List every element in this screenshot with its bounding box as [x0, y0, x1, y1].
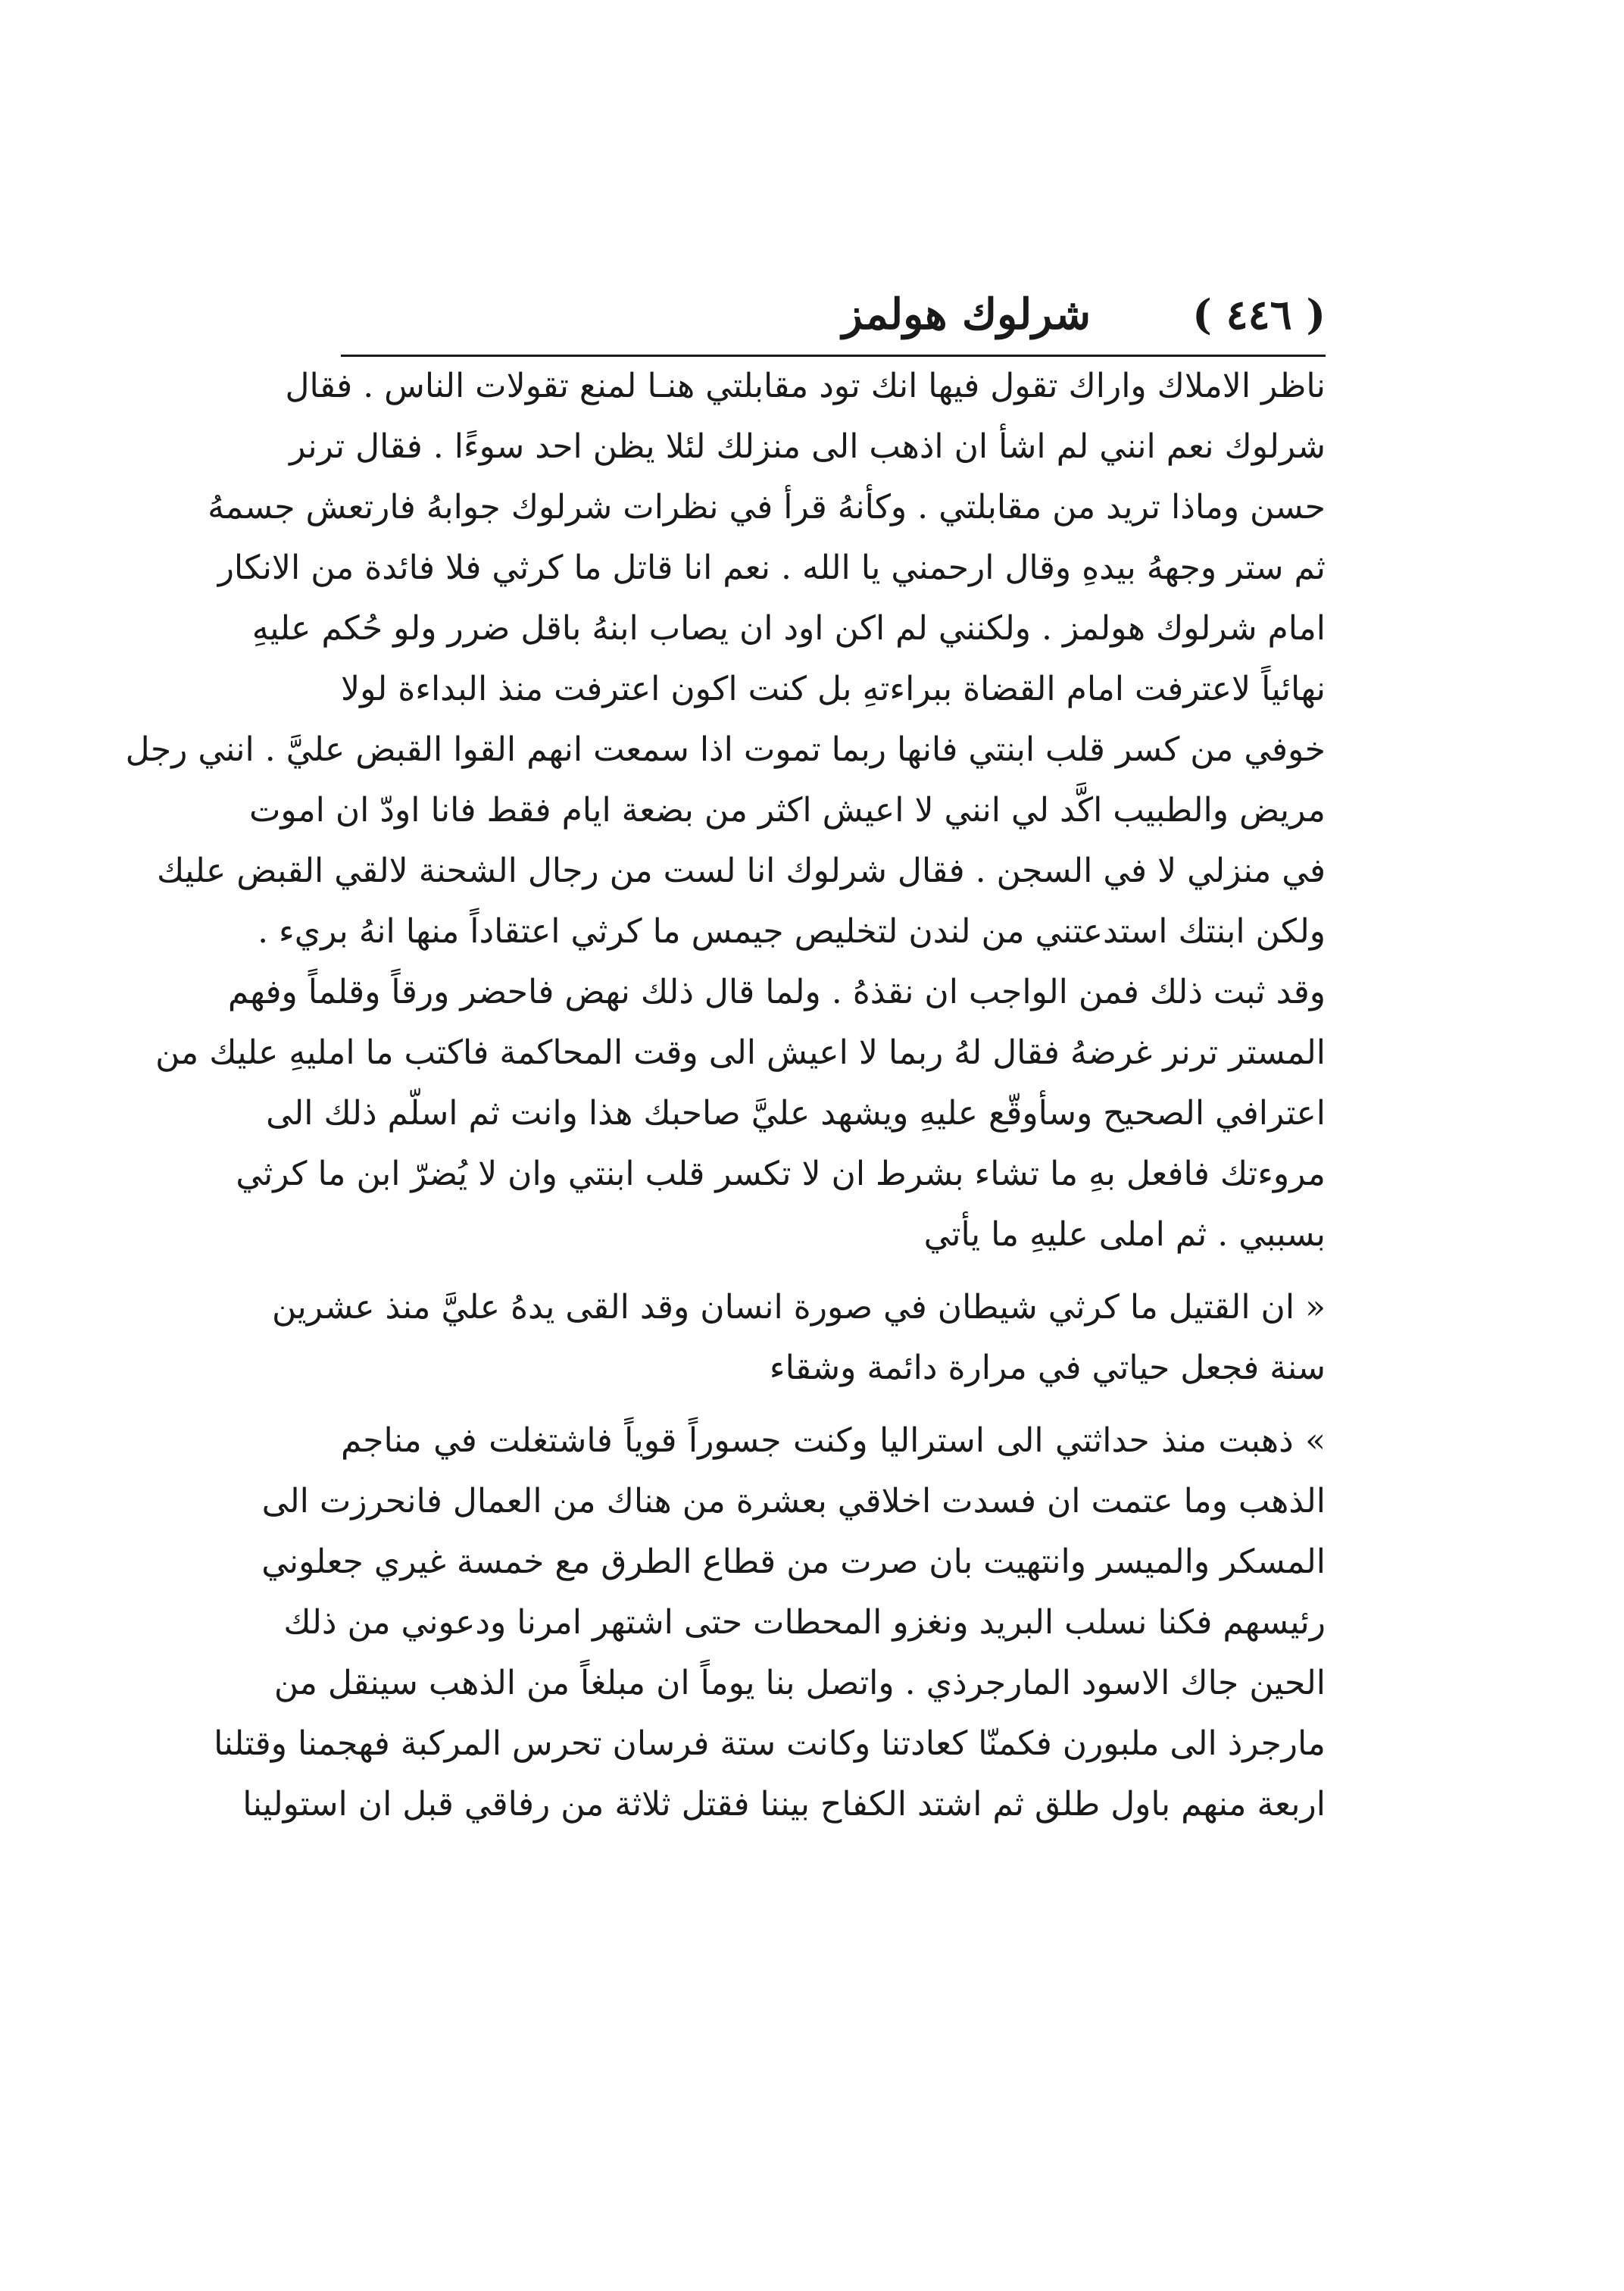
text-line: اربعة منهم باول طلق ثم اشتد الكفاح بيننا فقتل ثلاثة من رفاقي قبل ان استولينا — [242, 1785, 1326, 1824]
text-line: رئيسهم فكنا نسلب البريد ونغزو المحطات حتى اشتهر امرنا ودعوني من ذلك — [283, 1603, 1326, 1642]
text-line: الذهب وما عتمت ان فسدت اخلاقي بعشرة من هناك من العمال فانحرزت الى — [261, 1482, 1326, 1521]
text-line: خوفي من كسر قلب ابنتي فانها ربما تموت اذا سمعت انهم القوا القبض عليَّ . انني رجل — [125, 730, 1326, 769]
paragraph-1 — [125, 356, 1326, 1265]
text-line: اعترافي الصحيح وسأوقّع عليهِ ويشهد عليَّ صاحبك هذا وانت ثم اسلّم ذلك الى — [266, 1094, 1326, 1133]
paragraph-2 — [272, 1277, 1326, 1399]
text-line: في منزلي لا في السجن . فقال شرلوك انا لست من رجال الشحنة لالقي القبض عليك — [157, 852, 1326, 890]
text-line: الحين جاك الاسود المارجرذي . واتصل بنا يوماً ان مبلغاً من الذهب سينقل من — [273, 1664, 1326, 1702]
page-number: ( ٤٤٦ ) — [1192, 290, 1326, 339]
text-line: المستر ترنر غرضهُ فقال لهُ ربما لا اعيش الى وقت المحاكمة فاكتب ما امليهِ عليك من — [155, 1033, 1326, 1072]
text-line: مريض والطبيب اكَّد لي انني لا اعيش اكثر من بضعة ايام فقط فانا اودّ ان اموت — [248, 791, 1326, 830]
running-head — [341, 273, 1326, 356]
text-line: المسكر والميسر وانتهيت بان صرت من قطاع الطرق مع خمسة غيري جعلوني — [261, 1542, 1326, 1581]
text-line: ولكن ابنتك استدعتني من لندن لتخليص جيمس ما كرثي اعتقاداً منها انهُ بريء . — [258, 912, 1326, 951]
body-text — [125, 356, 1326, 1835]
text-line: وقد ثبت ذلك فمن الواجب ان نقذهُ . ولما قال ذلك نهض فاحضر ورقاً وقلماً وفهم — [227, 973, 1326, 1011]
text-line: مروءتك فافعل بهِ ما تشاء بشرط ان لا تكسر قلب ابنتي وان لا يُضرّ ابن ما كرثي — [236, 1155, 1326, 1193]
text-line: شرلوك نعم انني لم اشأ ان اذهب الى منزلك لئلا يظن احد سوءًا . فقال ترنر — [289, 427, 1326, 466]
text-line: امام شرلوك هولمز . ولكنني لم اكن اود ان يصاب ابنهُ باقل ضرر ولو حُكم عليهِ — [251, 609, 1326, 648]
paragraph-3 — [214, 1411, 1326, 1835]
text-line: بسببي . ثم املى عليهِ ما يأتي — [923, 1215, 1326, 1254]
text-line: سنة فجعل حياتي في مرارة دائمة وشقاء — [769, 1349, 1326, 1387]
text-line: حسن وماذا تريد من مقابلتي . وكأنهُ قرأ في نظرات شرلوك جوابهُ فارتعش جسمهُ — [208, 488, 1326, 527]
text-line: » ذهبت منذ حداثتي الى استراليا وكنت جسوراً قوياً فاشتغلت في مناجم — [341, 1421, 1326, 1460]
running-title: شرلوك هولمز — [842, 289, 1091, 339]
text-line: نهائياً لاعترفت امام القضاة ببراءتهِ بل كنت اكون اعترفت منذ البداءة لولا — [341, 670, 1326, 708]
paragraph-gap — [341, 1265, 1326, 1277]
paragraph-gap — [341, 1399, 1326, 1411]
text-line: مارجرذ الى ملبورن فكمنّا كعادتنا وكانت ستة فرسان تحرس المركبة فهجمنا وقتلنا — [214, 1724, 1326, 1763]
text-line: ثم ستر وجههُ بيدهِ وقال ارحمني يا الله . نعم انا قاتل ما كرثي فلا فائدة من الانكار — [217, 549, 1326, 587]
text-line: ناظر الاملاك واراك تقول فيها انك تود مقابلتي هنـا لمنع تقولات الناس . فقال — [285, 367, 1326, 405]
text-line: « ان القتيل ما كرثي شيطان في صورة انسان وقد القى يدهُ عليَّ منذ عشرين — [272, 1288, 1326, 1327]
